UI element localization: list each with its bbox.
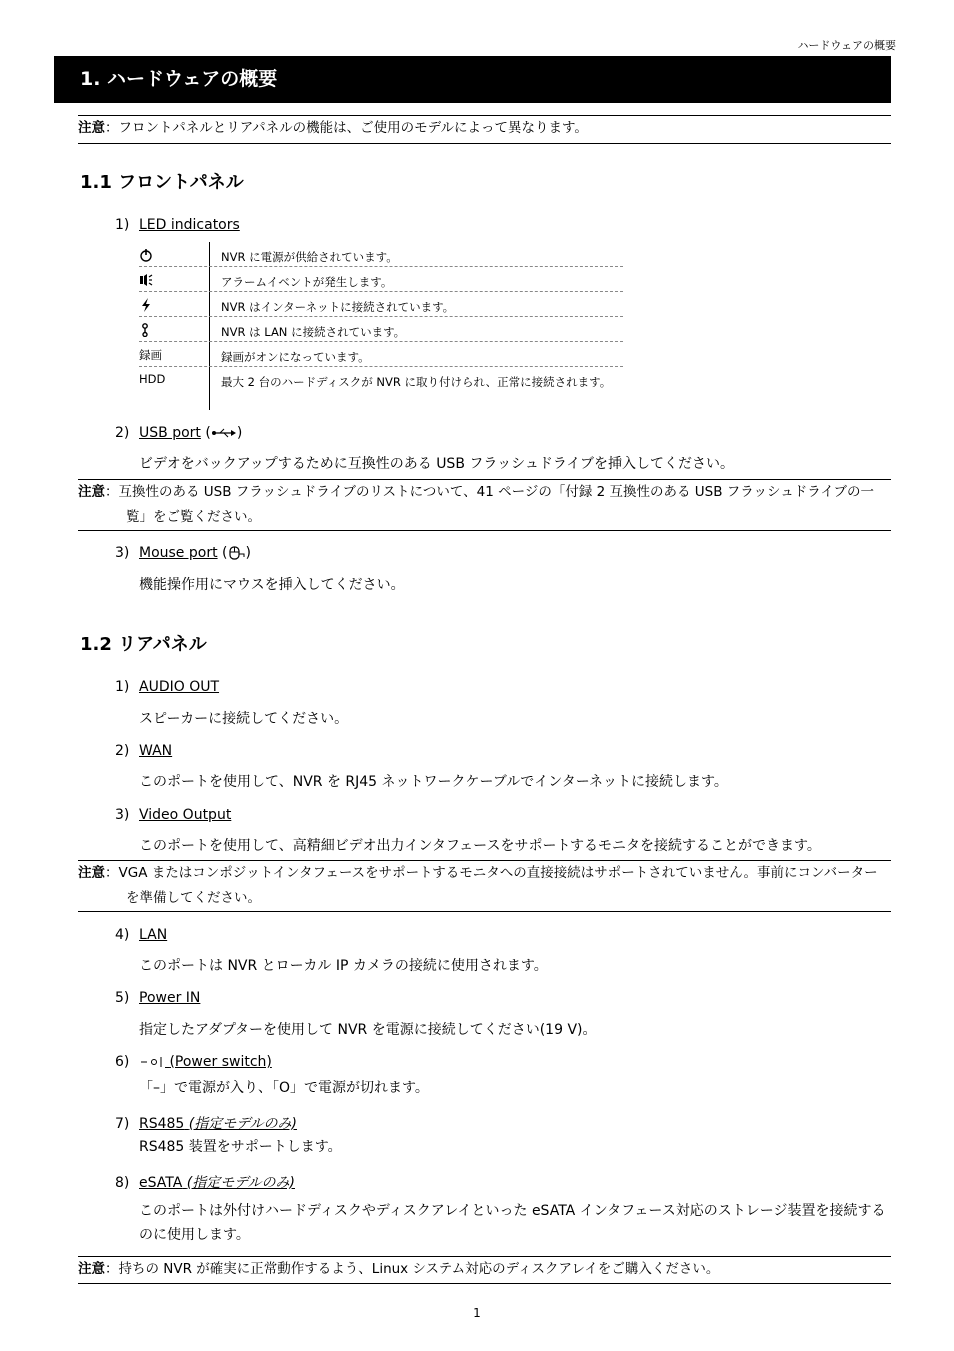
item-description: 指定したアダプターを使用して NVR を電源に接続してください(19 V)。 — [139, 1022, 597, 1038]
rear-item-lan — [115, 927, 167, 943]
usb-icon — [211, 427, 237, 439]
section-heading-rear: 1.2 リアパネル — [80, 634, 207, 655]
alarm-icon — [139, 272, 199, 287]
note-text: ：フロントパネルとリアパネルの機能は、ご使用のモデルによって異なります。 — [105, 120, 588, 136]
led-label: HDD — [139, 372, 166, 386]
item-description: ビデオをバックアップするために互換性のある USB フラッシュドライブを挿入してください。 — [139, 456, 734, 472]
note-usb-list — [78, 479, 891, 531]
item-number: 7) — [115, 1116, 130, 1132]
mouse-icon — [228, 546, 246, 560]
led-row — [139, 317, 623, 342]
note-label: 注意 — [78, 120, 105, 136]
item-description: RS485 装置をサポートします。 — [139, 1139, 342, 1155]
item-title: LED indicators — [139, 217, 240, 233]
rear-item-esata — [115, 1172, 295, 1192]
item-number: 5) — [115, 990, 130, 1006]
lan-icon — [139, 322, 199, 337]
note-front-rear — [78, 115, 891, 144]
item-title: LAN — [139, 927, 168, 943]
item-title: Power IN — [139, 990, 201, 1006]
item-title: WAN — [139, 743, 173, 759]
rear-item-wan — [115, 743, 172, 759]
led-row — [139, 342, 623, 367]
item-title-note: (指定モデルのみ) — [186, 1175, 295, 1191]
front-item-led — [115, 217, 240, 233]
item-number: 1) — [115, 679, 130, 695]
front-item-mouse: 3) Mouse port ( ) — [115, 545, 251, 561]
item-description: このポートは NVR とローカル IP カメラの接続に使用されます。 — [139, 958, 548, 974]
rear-item-video-output — [115, 807, 231, 823]
item-title: (Power switch) — [169, 1054, 272, 1070]
note-text: ：持ちの NVR が確実に正常動作するよう、Linux システム対応のディスクアレイをご購入ください。 — [105, 1261, 720, 1277]
item-title: Mouse port — [139, 545, 218, 561]
item-title-note: (指定モデルのみ) — [188, 1116, 298, 1132]
led-label: 録画 — [139, 348, 162, 362]
note-linux — [78, 1256, 891, 1284]
item-number: 4) — [115, 927, 130, 943]
chapter-title: 1. ハードウェアの概要 — [54, 56, 891, 103]
section-heading-front: 1.1 フロントパネル — [80, 172, 244, 193]
item-number: 2) — [115, 743, 130, 759]
item-title: AUDIO OUT — [139, 679, 220, 695]
running-header: ハードウェアの概要 — [797, 39, 896, 52]
led-row — [139, 242, 623, 267]
note-label: 注意 — [78, 865, 105, 881]
led-text: NVR に電源が供給されています。 — [221, 250, 398, 264]
led-row — [139, 292, 623, 317]
item-title: RS485 — [139, 1116, 185, 1132]
item-title: eSATA — [139, 1175, 183, 1191]
led-text: 最大 2 台のハードディスクが NVR に取り付けられ、正常に接続されます。 — [221, 375, 612, 389]
note-text: ：互換性のある USB フラッシュドライブのリストについて、41 ページの「付録 2 互換性のある USB フラッシュドライブの一覧」をご覧ください。 — [105, 484, 874, 525]
power-icon — [139, 247, 199, 262]
note-label: 注意 — [78, 484, 105, 500]
rear-item-power-switch — [115, 1054, 272, 1070]
item-number: 3) — [115, 807, 130, 823]
power-switch-icon — [139, 1056, 165, 1068]
internet-icon — [139, 297, 199, 312]
item-number: 3) — [115, 545, 130, 561]
item-description: このポートを使用して、NVR を RJ45 ネットワークケーブルでインターネットに接続します。 — [139, 774, 728, 790]
rear-item-power-in — [115, 990, 200, 1006]
page-number: 1 — [473, 1306, 481, 1320]
led-row — [139, 267, 623, 292]
item-title: USB port — [139, 425, 201, 441]
item-number: 1) — [115, 217, 130, 233]
item-number: 2) — [115, 425, 130, 441]
led-text: NVR は LAN に接続されています。 — [221, 325, 406, 339]
led-row — [139, 367, 623, 413]
note-vga — [78, 860, 891, 912]
rear-item-audio-out — [115, 679, 219, 695]
led-text: NVR はインターネットに接続されています。 — [221, 300, 455, 314]
led-text: 録画がオンになっています。 — [221, 350, 370, 364]
front-item-usb: 2) USB port ( ) — [115, 425, 243, 441]
item-number: 8) — [115, 1175, 130, 1191]
item-description: スピーカーに接続してください。 — [139, 711, 349, 727]
led-indicator-table — [139, 242, 623, 413]
item-title: Video Output — [139, 807, 232, 823]
item-description: このポートを使用して、高精細ビデオ出力インタフェースをサポートするモニタを接続することができます。 — [139, 838, 821, 854]
item-number: 6) — [115, 1054, 130, 1070]
item-description: 機能操作用にマウスを挿入してください。 — [139, 577, 405, 593]
note-label: 注意 — [78, 1261, 105, 1277]
led-text: アラームイベントが発生します。 — [221, 275, 393, 289]
item-description: このポートは外付けハードディスクやディスクアレイといった eSATA インタフェース対応のストレージ装置を接続するのに使用します。 — [139, 1203, 886, 1243]
item-description: 「–」で電源が入り、「O」で電源が切れます。 — [139, 1080, 429, 1096]
rear-item-rs485 — [115, 1113, 297, 1133]
note-text: ：VGA またはコンポジットインタフェースをサポートするモニタへの直接接続はサポートされていません。事前にコンバーターを準備してください。 — [105, 865, 878, 906]
